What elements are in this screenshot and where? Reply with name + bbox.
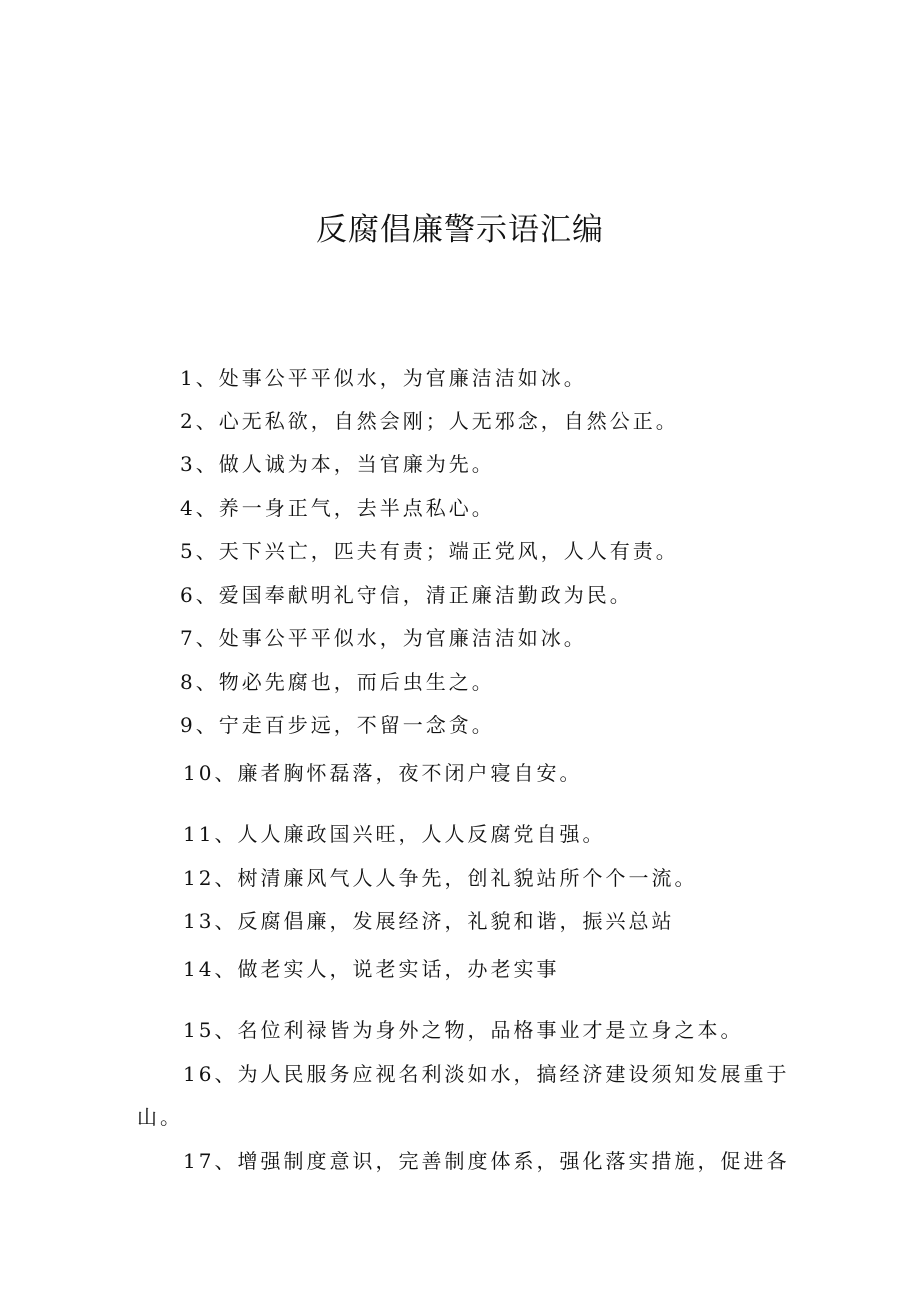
list-item: 11、人人廉政国兴旺，人人反腐党自强。 [183, 822, 606, 846]
list-item: 4、养一身正气，去半点私心。 [180, 496, 495, 520]
list-item-continuation: 山。 [137, 1105, 183, 1129]
list-item: 16、为人民服务应视名利淡如水，搞经济建设须知发展重于 [183, 1062, 790, 1086]
list-item: 17、增强制度意识，完善制度体系，强化落实措施，促进各 [183, 1149, 790, 1173]
list-item: 12、树清廉风气人人争先，创礼貌站所个个一流。 [183, 866, 698, 890]
list-item: 1、处事公平平似水，为官廉洁洁如冰。 [180, 366, 587, 390]
list-item: 9、宁走百步远，不留一念贪。 [180, 713, 495, 737]
list-item: 13、反腐倡廉，发展经济，礼貌和谐，振兴总站 [183, 909, 675, 933]
list-item: 7、处事公平平似水，为官廉洁洁如冰。 [180, 626, 587, 650]
list-item: 15、名位利禄皆为身外之物，品格事业才是立身之本。 [183, 1018, 744, 1042]
list-item: 14、做老实人，说老实话，办老实事 [183, 957, 560, 981]
list-item: 6、爱国奉献明礼守信，清正廉洁勤政为民。 [180, 583, 633, 607]
list-item: 10、廉者胸怀磊落，夜不闭户寝自安。 [183, 761, 583, 785]
list-item: 3、做人诚为本，当官廉为先。 [180, 452, 495, 476]
list-item: 2、心无私欲，自然会刚；人无邪念，自然公正。 [180, 409, 679, 433]
list-item: 8、物必先腐也，而后虫生之。 [180, 670, 495, 694]
list-item: 5、天下兴亡，匹夫有责；端正党风，人人有责。 [180, 539, 679, 563]
page-title: 反腐倡廉警示语汇编 [316, 212, 604, 248]
